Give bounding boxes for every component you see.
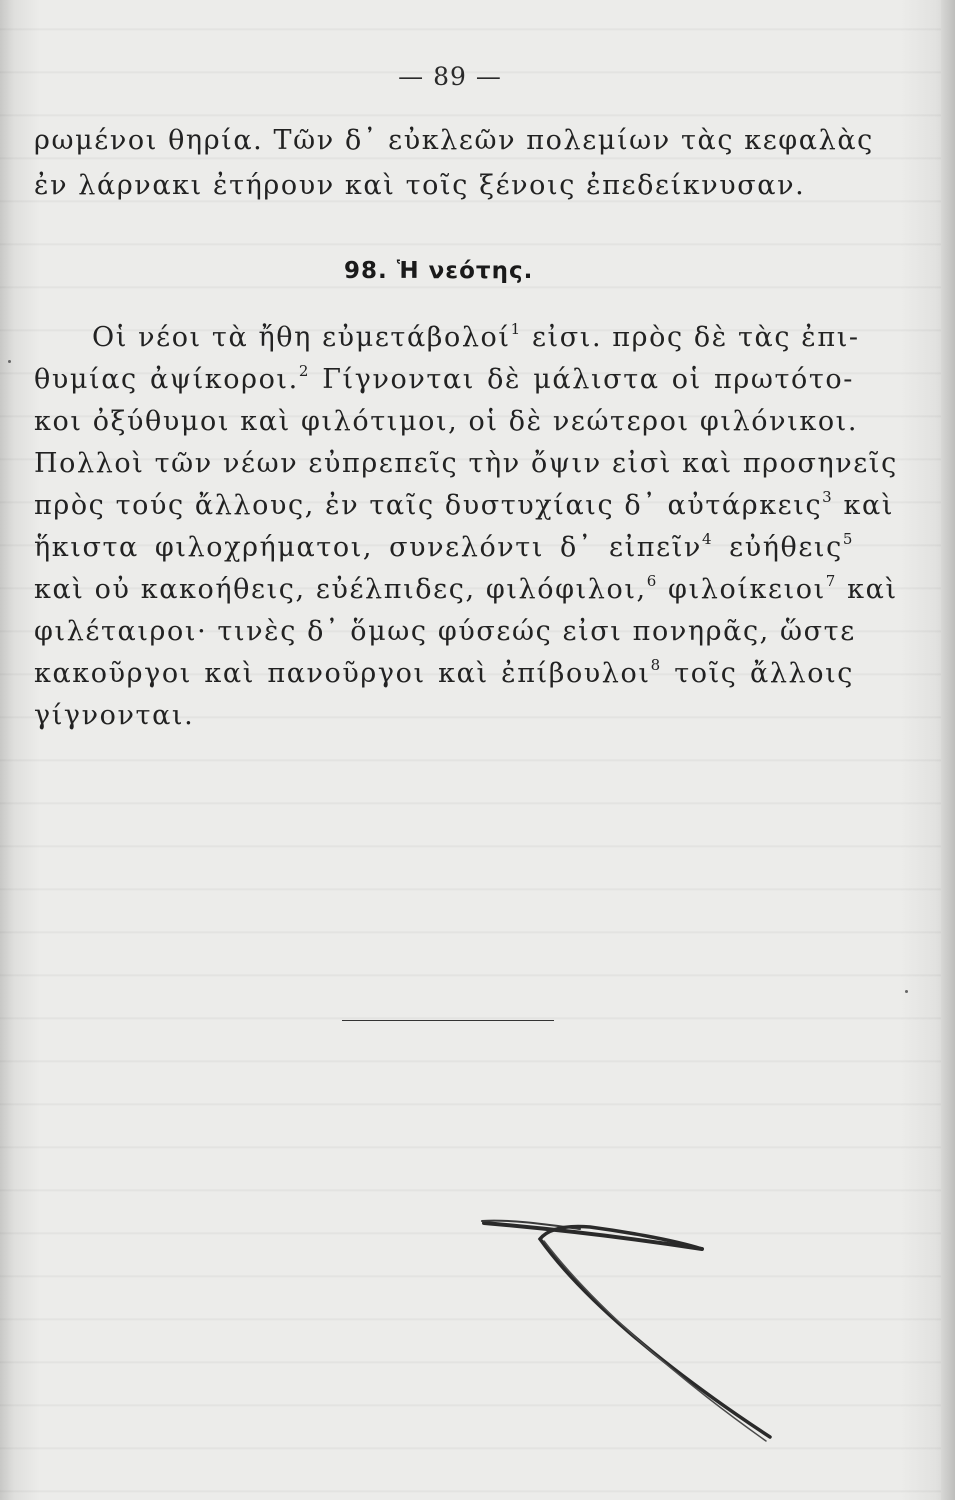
- text-run: πρὸς τούς ἄλλους, ἐν ταῖς δυστυχίαις δ᾿ αὐτάρκεις: [34, 490, 823, 521]
- footnote-marker: 4: [701, 530, 714, 548]
- pencil-mark-icon: [470, 1205, 790, 1445]
- page-number: — 89 —: [398, 62, 502, 91]
- page-edge-shadow: [941, 0, 955, 1500]
- text-run: Γίγνονται δὲ μάλιστα οἱ πρωτότο-: [309, 364, 854, 395]
- footnote-marker: 8: [650, 656, 662, 674]
- text-run: ἥκιστα φιλοχρήματοι, συνελόντι δ᾿ εἰπεῖν: [34, 532, 702, 563]
- text-run: θυμίας ἀψίκοροι.: [34, 364, 299, 395]
- text-run: καὶ: [833, 490, 895, 521]
- paragraph-line-4: Πολλοὶ τῶν νέων εὐπρεπεῖς τὴν ὄψιν εἰσὶ καὶ προσηνεῖς: [34, 448, 898, 479]
- footnote-marker: 5: [842, 530, 854, 548]
- paragraph-line-3: κοι ὀξύθυμοι καὶ φιλότιμοι, οἱ δὲ νεώτεροι φιλόνικοι.: [34, 406, 859, 437]
- text-run: εἰσι. πρὸς δὲ τὰς ἐπι-: [521, 322, 860, 353]
- footnote-marker: 2: [298, 362, 310, 380]
- paragraph-line-2: [34, 364, 854, 395]
- footnote-marker: 6: [646, 572, 658, 590]
- continuation-line-2: ἐν λάρνακι ἐτήρουν καὶ τοῖς ξένοις ἐπεδείκνυσαν.: [34, 170, 806, 201]
- paragraph-line-10: γίγνονται.: [34, 700, 195, 731]
- paragraph-line-8: φιλέταιροι· τινὲς δ᾿ ὅμως φύσεώς εἰσι πονηρᾶς, ὥστε: [34, 616, 856, 647]
- paragraph-line-7: [34, 572, 898, 605]
- footnote-marker: 7: [825, 572, 837, 590]
- paragraph-line-9: [34, 658, 854, 689]
- text-run: καὶ: [836, 574, 898, 605]
- paragraph-line-1: [92, 320, 860, 353]
- footnote-marker: 1: [510, 320, 522, 338]
- section-heading: 98. Ἡ νεότης.: [344, 258, 534, 284]
- text-run: καὶ οὐ κακοήθεις, εὐέλπιδες, φιλόφιλοι,: [34, 574, 647, 605]
- text-run: Οἱ νέοι τὰ ἤθη εὐμετάβολοί: [92, 322, 511, 353]
- text-run: εὐήθεις: [713, 532, 843, 563]
- text-run: κακοῦργοι καὶ πανοῦργοι καὶ ἐπίβουλοι: [34, 658, 651, 689]
- paper-speck: [905, 990, 908, 993]
- continuation-line-1: ρωμένοι θηρία. Τῶν δ᾿ εὐκλεῶν πολεμίων τὰς κεφαλὰς: [34, 125, 874, 156]
- section-divider: [342, 1020, 554, 1021]
- footnote-marker: 3: [822, 488, 834, 506]
- text-run: τοῖς ἄλλοις: [661, 658, 855, 689]
- paper-speck: [8, 360, 11, 363]
- paragraph-line-6: [34, 532, 854, 563]
- paragraph-line-5: [34, 488, 895, 521]
- text-run: φιλοίκειοι: [657, 574, 826, 605]
